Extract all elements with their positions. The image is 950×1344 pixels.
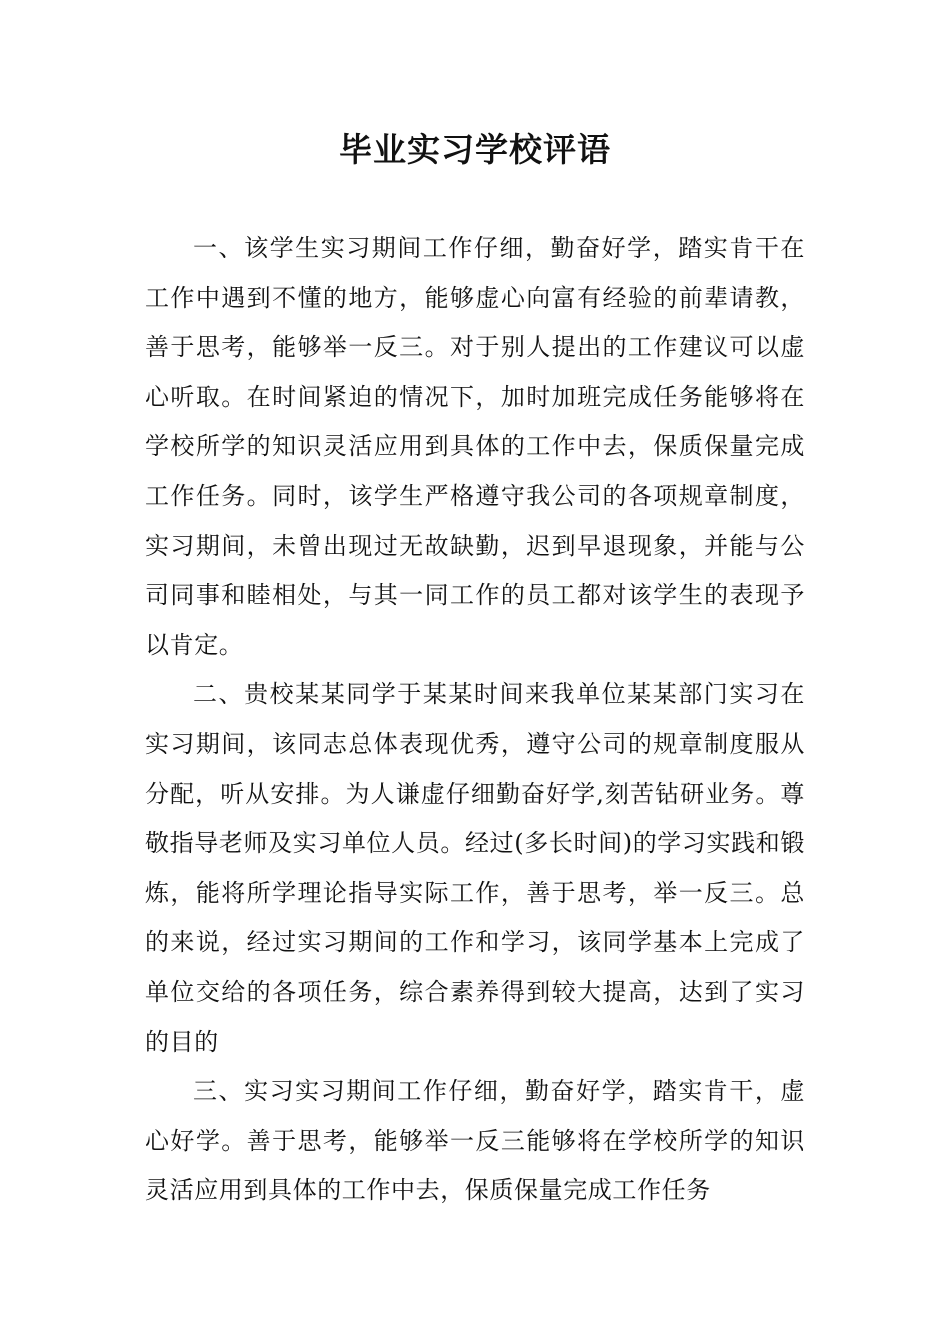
paragraph-1: 一、该学生实习期间工作仔细，勤奋好学，踏实肯干在工作中遇到不懂的地方，能够虚心向富有经验的前辈请教，善于思考，能够举一反三。对于别人提出的工作建议可以虚心听取。在时间紧迫的情况下，加时加班完成任务能够将在学校所学的知识灵活应用到具体的工作中去，保质保量完成工作任务。同时，该学生严格遵守我公司的各项规章制度，实习期间，未曾出现过无故缺勤，迟到早退现象，并能与公司同事和睦相处，与其一同工作的员工都对该学生的表现予以肯定。 — [145, 234, 805, 659]
document-title: 毕业实习学校评语 — [339, 130, 611, 169]
document-body — [145, 224, 805, 1216]
paragraph-3: 三、实习实习期间工作仔细，勤奋好学，踏实肯干，虚心好学。善于思考，能够举一反三能够将在学校所学的知识灵活应用到具体的工作中去，保质保量完成工作任务 — [145, 1077, 805, 1205]
paragraph-2: 二、贵校某某同学于某某时间来我单位某某部门实习在实习期间，该同志总体表现优秀，遵守公司的规章制度服从分配，听从安排。为人谦虚仔细勤奋好学,刻苦钻研业务。尊敬指导老师及实习单位人员。经过(多长时间)的学习实践和锻炼，能将所学理论指导实际工作，善于思考，举一反三。总的来说，经过实习期间的工作和学习，该同学基本上完成了单位交给的各项任务，综合素养得到较大提高，达到了实习的目的 — [145, 680, 805, 1056]
